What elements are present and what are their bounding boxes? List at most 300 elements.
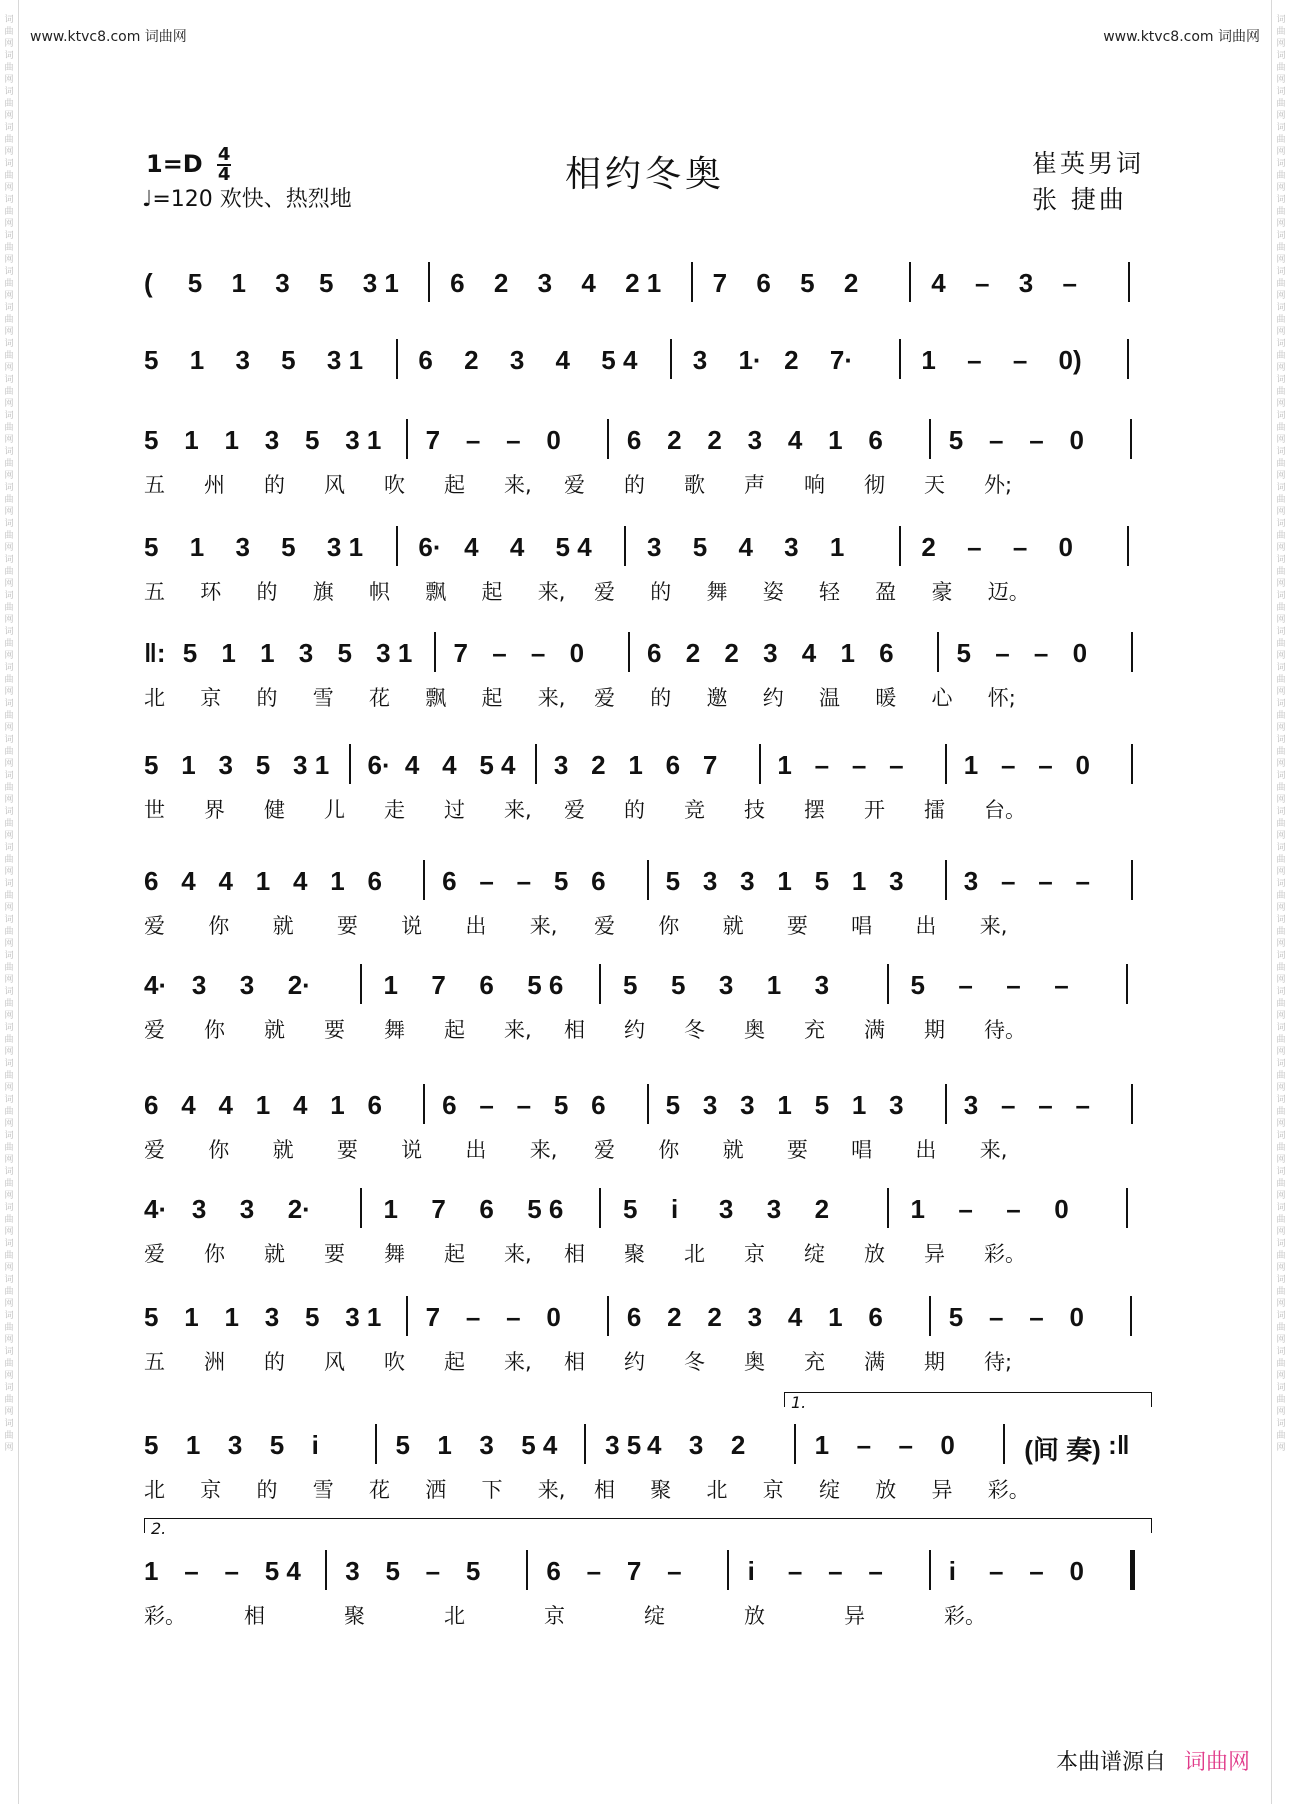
lyric-char: 放 <box>875 1478 897 1502</box>
lyric-char: 舞 <box>384 1242 405 1266</box>
note: 4 <box>464 532 479 562</box>
lyric-char: 聚 <box>624 1242 645 1266</box>
note: 5 <box>304 425 320 455</box>
note: – <box>1075 866 1090 896</box>
note: 2 1 <box>625 268 662 298</box>
lyric-char: 旗 <box>312 580 334 604</box>
note: – <box>1062 268 1077 298</box>
lyric-char: 相 <box>564 1350 585 1374</box>
lyric-char: 爱 <box>594 580 615 604</box>
note: – <box>851 750 867 780</box>
notes-line <box>144 1194 1150 1230</box>
barline <box>396 526 398 566</box>
note: 3 <box>1018 268 1034 298</box>
note: 0 <box>569 638 585 668</box>
lyric-char: 要 <box>336 1138 358 1162</box>
notes-line <box>144 345 1150 381</box>
barline <box>599 964 601 1004</box>
note: 5 <box>144 1430 159 1460</box>
note: 2 <box>843 268 859 298</box>
note: 3 1 <box>326 532 364 562</box>
note: 3 <box>509 345 525 375</box>
volta-bracket: 1. <box>784 1392 1152 1407</box>
note: 1 <box>189 345 205 375</box>
lyric-char: 开 <box>864 798 885 822</box>
lyric-char: 来, <box>979 914 1008 938</box>
note: 6 <box>479 1194 494 1224</box>
lyric-char: 绽 <box>804 1242 825 1266</box>
lyric-char: 彩。 <box>144 1604 186 1628</box>
lyric-char: 起 <box>444 1350 465 1374</box>
lyric-char: 飘 <box>425 580 447 604</box>
notes-line <box>144 425 1150 461</box>
notes-line <box>144 866 1150 902</box>
lyric-char: 说 <box>401 914 423 938</box>
note: 1 <box>828 1302 843 1332</box>
lyric-char: 就 <box>722 914 744 938</box>
note: 3 <box>740 1090 755 1120</box>
barline <box>349 744 351 784</box>
note: 3 <box>553 750 569 780</box>
note: 0 <box>940 1430 955 1460</box>
barline <box>1130 1296 1132 1336</box>
note: – <box>989 1302 1004 1332</box>
note: – <box>1000 750 1016 780</box>
note: – <box>586 1556 602 1586</box>
barline <box>794 1424 796 1464</box>
header-url-left: www.ktvc8.com 词曲网 <box>30 29 187 45</box>
note: – <box>667 1556 682 1586</box>
barline <box>624 526 626 566</box>
note: 6 <box>756 268 771 298</box>
barline <box>375 1424 377 1464</box>
lyric-char: 雪 <box>312 1478 334 1502</box>
note: 3 <box>702 866 718 896</box>
lyric-char: 异 <box>844 1604 865 1628</box>
note: 1 <box>628 750 643 780</box>
lyric-char: 轻 <box>819 580 840 604</box>
lyric-char: 出 <box>465 914 487 938</box>
note: 5 <box>948 425 964 455</box>
lyric-char: 彩。 <box>944 1604 986 1628</box>
note: 3 <box>963 866 979 896</box>
barline <box>1127 526 1129 566</box>
note: 6 <box>418 345 433 375</box>
note: – <box>828 1556 843 1586</box>
note: 3 <box>235 345 250 375</box>
lyric-char: 彩。 <box>987 1478 1030 1502</box>
note: 1 <box>224 1302 239 1332</box>
note: 5 <box>948 1302 964 1332</box>
barline <box>929 1550 931 1590</box>
note: 7 <box>712 268 728 298</box>
note: 3 <box>191 970 207 1000</box>
note: 1 <box>910 1194 925 1224</box>
lyric-char: 界 <box>204 798 225 822</box>
note: 3 <box>235 532 250 562</box>
note: 1 <box>330 866 345 896</box>
lyric-char: 起 <box>444 473 465 497</box>
note: 2 <box>685 638 701 668</box>
note: 3 <box>688 1430 704 1460</box>
lyric-char: 擂 <box>924 798 945 822</box>
score-row <box>144 1393 1150 1502</box>
lyric-char: 舞 <box>706 580 728 604</box>
note: 5 <box>187 268 203 298</box>
header-url-right: www.ktvc8.com 词曲网 <box>1103 29 1260 45</box>
note: 5 <box>395 1430 410 1460</box>
note: 1 <box>185 1430 201 1460</box>
note: – <box>1000 1090 1016 1120</box>
barline <box>360 1188 362 1228</box>
note: 4 <box>787 1302 803 1332</box>
lyric-char: 爱 <box>144 1018 165 1042</box>
note: 4 <box>509 532 525 562</box>
note: 6 <box>591 866 606 896</box>
note: 2 <box>707 1302 722 1332</box>
barline <box>929 1296 931 1336</box>
lyric-char: 充 <box>804 1350 825 1374</box>
barline <box>325 1550 327 1590</box>
lyric-char: 洒 <box>425 1478 447 1502</box>
lyric-char: 世 <box>144 798 165 822</box>
barline <box>759 744 761 784</box>
note: 5 <box>304 1302 320 1332</box>
notes-line <box>144 1430 1150 1466</box>
lyric-char: 儿 <box>324 798 345 822</box>
lyric-char: 邀 <box>706 686 728 710</box>
note: 3 1 <box>362 268 399 298</box>
note: – <box>516 1090 532 1120</box>
note: 4 <box>218 866 233 896</box>
song-title: 相约冬奥 <box>564 154 725 195</box>
score-row <box>144 425 1150 495</box>
note: 0 <box>546 1302 561 1332</box>
note: 6· <box>367 750 391 780</box>
note: 4 <box>181 1090 196 1120</box>
note: 1 <box>851 866 867 896</box>
lyric-char: 就 <box>264 1018 285 1042</box>
note: 5 <box>623 970 638 1000</box>
lyric-char: 心 <box>931 686 953 710</box>
note: 1 <box>963 750 979 780</box>
note: 6 <box>367 1090 383 1120</box>
note: – <box>856 1430 872 1460</box>
lyric-char: 五 <box>144 1350 165 1374</box>
note: 5 6 <box>527 1194 564 1224</box>
lyric-char: 爱 <box>594 686 615 710</box>
note: ( <box>144 268 153 298</box>
note: – <box>224 1556 239 1586</box>
note: 1 <box>921 345 936 375</box>
note: 3 <box>264 425 280 455</box>
note: 6 <box>479 970 494 1000</box>
key-label: 1=D <box>146 150 203 178</box>
lyric-char: 姿 <box>762 580 784 604</box>
note: 3 1 <box>376 638 413 668</box>
note: 1 <box>144 1556 159 1586</box>
note: 3 <box>647 532 662 562</box>
barline <box>1131 860 1133 900</box>
lyric-char: 环 <box>200 580 222 604</box>
barline <box>423 860 425 900</box>
lyric-char: 来, <box>537 580 566 604</box>
note: 5 <box>144 532 159 562</box>
note: 3 <box>239 970 255 1000</box>
lyric-char: 的 <box>256 686 278 710</box>
note: 3 <box>763 638 778 668</box>
lyric-char: 相 <box>564 1018 585 1042</box>
barline <box>647 860 649 900</box>
lyric-char: 冬 <box>684 1018 705 1042</box>
lyric-char: 北 <box>706 1478 728 1502</box>
lyric-char: 要 <box>786 1138 808 1162</box>
note: 7 <box>626 1556 642 1586</box>
barline <box>937 632 939 672</box>
note: 0 <box>1072 638 1088 668</box>
barline <box>945 1084 947 1124</box>
note: 6 <box>442 866 457 896</box>
lyric-char: 起 <box>481 580 503 604</box>
note: 4 <box>404 750 420 780</box>
barline <box>647 1084 649 1124</box>
note: 3 <box>747 425 763 455</box>
note: 6 <box>144 866 159 896</box>
note: i <box>948 1556 957 1586</box>
note: 6 <box>367 866 383 896</box>
note: – <box>1012 345 1028 375</box>
note: 3 <box>218 750 233 780</box>
note: 4 <box>181 866 196 896</box>
lyric-char: 花 <box>369 686 390 710</box>
watermark-text: 词曲网 词曲网 词曲网 词曲网 词曲网 词曲网 词曲网 词曲网 词曲网 词曲网 词曲网 词曲网 词曲网 词曲网 词曲网 词曲网 词曲网 词曲网 词曲网 词曲网 词曲网 词曲网 词曲网 词曲网 词曲网 词曲网 词曲网 词曲网 词曲网 词曲网 词曲网 词曲网 词曲网 词曲网 词曲网 词曲网 词曲网 词曲网 词曲网 词曲网 <box>1276 15 1286 1453</box>
note: – <box>1000 866 1016 896</box>
lyric-char: 走 <box>384 798 405 822</box>
lyric-char: 吹 <box>384 473 405 497</box>
note: 3 <box>889 866 904 896</box>
note: 5 <box>465 1556 481 1586</box>
lyric-char: 技 <box>744 798 765 822</box>
barline <box>428 262 430 302</box>
note: 3 <box>692 345 708 375</box>
note: 2· <box>287 1194 311 1224</box>
note: 5 <box>910 970 925 1000</box>
score-row <box>144 1302 1150 1372</box>
note: – <box>989 425 1004 455</box>
lyric-char: 怀; <box>987 686 1016 710</box>
barline <box>628 632 630 672</box>
barline <box>1126 964 1128 1004</box>
barline <box>1130 419 1132 459</box>
barline <box>1131 744 1133 784</box>
note: 4 <box>787 425 803 455</box>
score-row <box>144 1194 1150 1264</box>
lyric-char: 待。 <box>984 1018 1026 1042</box>
score-row <box>144 1090 1150 1160</box>
lyric-char: 充 <box>804 1018 825 1042</box>
notes-line <box>144 268 1150 304</box>
lyric-char: 起 <box>444 1242 465 1266</box>
note: 1 <box>260 638 275 668</box>
note: 1 <box>828 425 843 455</box>
barline <box>406 1296 408 1336</box>
note: 5 <box>800 268 815 298</box>
note: 2· <box>287 970 311 1000</box>
barline <box>406 419 408 459</box>
note: 3 <box>766 1194 782 1224</box>
notes-line <box>144 638 1150 674</box>
barline <box>727 1550 729 1590</box>
lyric-char: 期 <box>924 1018 945 1042</box>
note: 4 <box>738 532 753 562</box>
note: – <box>465 1302 481 1332</box>
lyric-char: 来, <box>504 1350 532 1374</box>
lyric-char: 吹 <box>384 1350 405 1374</box>
lyric-char: 说 <box>401 1138 423 1162</box>
lyric-char: 爱 <box>144 1242 165 1266</box>
note: 3 <box>227 1430 243 1460</box>
lyric-char: 彻 <box>864 473 885 497</box>
barline <box>1003 1424 1005 1464</box>
note: 5 <box>144 425 159 455</box>
note: 1 <box>231 268 246 298</box>
lyric-char: 北 <box>144 686 165 710</box>
note: – <box>506 425 521 455</box>
note: – <box>967 345 982 375</box>
note: 3 <box>345 1556 360 1586</box>
note: 3 <box>718 970 734 1000</box>
barline <box>909 262 911 302</box>
note: 0 <box>1058 532 1073 562</box>
note: 4 <box>801 638 817 668</box>
note: – <box>989 1556 1004 1586</box>
lyric-char: 竞 <box>684 798 705 822</box>
note: 5 <box>553 866 569 896</box>
note: – <box>184 1556 199 1586</box>
lyric-char: 京 <box>200 686 222 710</box>
lyric-char: 绽 <box>819 1478 840 1502</box>
barline <box>899 339 901 379</box>
score-row <box>144 345 1150 415</box>
note: 5 <box>144 750 159 780</box>
note: 1 <box>184 1302 199 1332</box>
lyric-char: 歌 <box>684 473 705 497</box>
lyric-char: 奥 <box>744 1018 765 1042</box>
lyric-char: 待; <box>984 1350 1013 1374</box>
note: 7 <box>425 1302 441 1332</box>
notes-line <box>144 970 1150 1006</box>
note: 5 <box>318 268 334 298</box>
note: 3 1 <box>293 750 330 780</box>
note: 0 <box>1069 425 1084 455</box>
note: – <box>787 1556 803 1586</box>
note: – <box>995 638 1010 668</box>
barline <box>899 526 901 566</box>
note: 5 4 <box>264 1556 301 1586</box>
lyric-char: 绽 <box>644 1604 665 1628</box>
lyric-char: 风 <box>324 473 345 497</box>
lyric-char: 彩。 <box>984 1242 1026 1266</box>
lyric-char: 爱 <box>144 1138 165 1162</box>
notes-line <box>144 1556 1150 1592</box>
lyric-char: 北 <box>444 1604 465 1628</box>
lyric-char: 的 <box>264 1350 285 1374</box>
lyric-char: 京 <box>762 1478 784 1502</box>
lyric-char: 下 <box>481 1478 503 1502</box>
note: i <box>747 1556 755 1586</box>
note: – <box>1006 970 1021 1000</box>
footer-brand[interactable]: 词曲网 <box>1183 1750 1250 1775</box>
lyric-char: 的 <box>624 473 645 497</box>
note: – <box>1006 1194 1021 1224</box>
left-watermark-strip <box>0 0 19 1804</box>
note: 3 1 <box>326 345 364 375</box>
lyric-char: 北 <box>144 1478 165 1502</box>
note: 4 <box>555 345 570 375</box>
note: 1 <box>255 1090 271 1120</box>
barline <box>929 419 931 459</box>
note: 7· <box>829 345 854 375</box>
note: – <box>1038 750 1053 780</box>
lyric-char: 州 <box>204 473 225 497</box>
note: 3 <box>963 1090 979 1120</box>
lyric-char: 要 <box>324 1242 345 1266</box>
lyric-char: 五 <box>144 580 165 604</box>
lyric-char: 期 <box>924 1350 945 1374</box>
lyric-char: 花 <box>369 1478 390 1502</box>
note: – <box>1038 1090 1053 1120</box>
note: – <box>1012 532 1028 562</box>
score-row <box>144 866 1150 936</box>
lyric-char: 健 <box>264 798 285 822</box>
lyric-char: 来, <box>537 1478 566 1502</box>
note: 3 1 <box>345 1302 382 1332</box>
note: 1 <box>777 750 792 780</box>
note: 4 <box>442 750 457 780</box>
note: 2 <box>707 425 722 455</box>
lyric-char: 雪 <box>312 686 334 710</box>
lyricist: 崔英男词 <box>1031 149 1144 178</box>
barline <box>535 744 537 784</box>
lyric-char: 来, <box>537 686 566 710</box>
score-row <box>144 638 1150 708</box>
lyric-char: 爱 <box>594 1138 615 1162</box>
note: 5 <box>337 638 352 668</box>
lyric-char: 的 <box>624 798 645 822</box>
barline <box>1127 339 1129 379</box>
note: 3 <box>718 1194 734 1224</box>
note: 2 <box>667 1302 682 1332</box>
note: 7 <box>431 1194 446 1224</box>
note: 5 <box>670 970 686 1000</box>
note: 5 4 <box>479 750 516 780</box>
score-row <box>144 1519 1150 1628</box>
barline <box>607 419 609 459</box>
note: 5 <box>553 1090 569 1120</box>
note: – <box>516 866 532 896</box>
lyric-char: 出 <box>915 1138 937 1162</box>
note: 5 4 <box>555 532 592 562</box>
note: – <box>958 970 973 1000</box>
lyric-char: 你 <box>658 1138 680 1162</box>
notes-line <box>144 1302 1150 1338</box>
note: – <box>506 1302 521 1332</box>
note: 1 <box>437 1430 452 1460</box>
lyric-char: 就 <box>722 1138 744 1162</box>
lyric-char: 的 <box>256 1478 278 1502</box>
note: 5 <box>255 750 271 780</box>
lyric-char: 的 <box>650 580 672 604</box>
